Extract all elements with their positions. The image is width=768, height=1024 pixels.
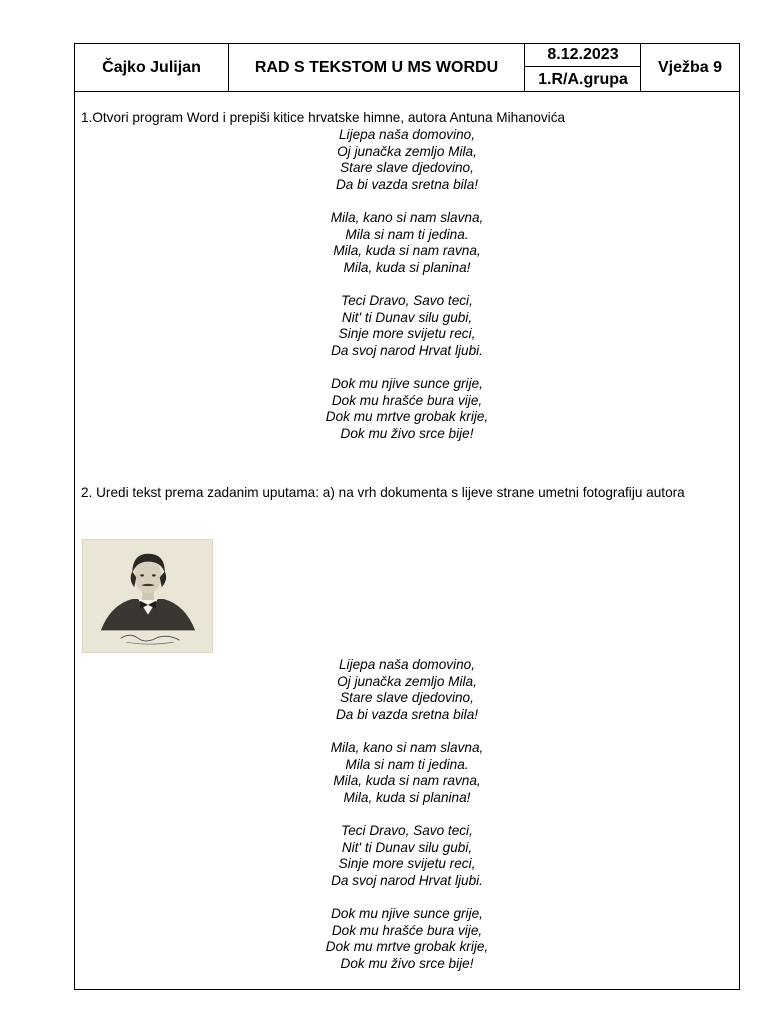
date-label: 8.12.2023 <box>525 44 641 67</box>
poem-line: Da svoj narod Hrvat ljubi. <box>331 872 483 888</box>
poem-line: Dok mu mrtve grobak krije, <box>325 939 489 955</box>
poem-line: Nit' ti Dunav silu gubi, <box>341 839 473 855</box>
poem-line: Da svoj narod Hrvat ljubi. <box>331 342 483 358</box>
poem-line: Da bi vazda sretna bila! <box>335 706 479 722</box>
poem-line: Sinje more svijetu reci, <box>338 856 476 872</box>
poem-line: Mila, kuda si nam ravna, <box>333 243 481 259</box>
stanza <box>81 657 733 723</box>
anthem-poem-1 <box>81 127 733 442</box>
poem-line: Dok mu njive sunce grije, <box>331 905 483 921</box>
stanza <box>81 740 733 806</box>
poem-line: Teci Dravo, Savo teci, <box>341 292 473 308</box>
task-1-instruction: 1.Otvori program Word i prepiši kitice hrvatske himne, autora Antuna Mihanovića <box>81 110 566 125</box>
poem-line: Sinje more svijetu reci, <box>338 326 476 342</box>
stanza <box>81 823 733 889</box>
exercise-label: Vježba 9 <box>657 58 723 76</box>
task-2-instruction: 2. Uredi tekst prema zadanim uputama: a) na vrh dokumenta s lijeve strane umetni fotografiju autora <box>81 485 685 500</box>
stanza <box>81 376 733 442</box>
poem-line: Lijepa naša domovino, <box>338 127 476 142</box>
stanza <box>81 293 733 359</box>
poem-line: Mila si nam ti jedina. <box>345 756 469 772</box>
poem-line: Mila, kuda si nam ravna, <box>333 773 481 789</box>
stanza <box>81 127 733 193</box>
poem-line: Mila, kuda si planina! <box>343 789 471 805</box>
poem-line: Mila, kano si nam slavna, <box>330 739 484 755</box>
student-name: Čajko Julijan <box>75 44 229 91</box>
poem-line: Da bi vazda sretna bila! <box>335 176 479 192</box>
poem-line: Stare slave djedovino, <box>340 690 474 706</box>
poem-line: Dok mu mrtve grobak krije, <box>325 409 489 425</box>
portrait-icon <box>83 540 212 652</box>
poem-line: Lijepa naša domovino, <box>338 657 476 672</box>
stanza <box>81 906 733 972</box>
poem-line: Dok mu hrašće bura vije, <box>331 922 483 938</box>
poem-line: Stare slave djedovino, <box>340 160 474 176</box>
poem-line: Mila si nam ti jedina. <box>345 226 469 242</box>
document-content <box>81 110 733 971</box>
poem-line: Dok mu njive sunce grije, <box>331 375 483 391</box>
header-table <box>75 44 739 92</box>
poem-line: Dok mu živo srce bije! <box>340 425 474 441</box>
poem-line: Nit' ti Dunav silu gubi, <box>341 309 473 325</box>
poem-line: Dok mu živo srce bije! <box>340 955 474 971</box>
poem-line: Oj junačka zemljo Mila, <box>337 673 477 689</box>
author-portrait-image[interactable] <box>82 539 213 653</box>
poem-line: Mila, kuda si planina! <box>343 259 471 275</box>
group-label: 1.R/A.grupa <box>538 70 628 88</box>
poem-line: Mila, kano si nam slavna, <box>330 209 484 225</box>
anthem-poem-2 <box>81 657 733 972</box>
document-frame <box>74 43 740 990</box>
stanza <box>81 210 733 276</box>
poem-line: Oj junačka zemljo Mila, <box>337 143 477 159</box>
poem-line: Dok mu hrašće bura vije, <box>331 392 483 408</box>
meta-cell <box>525 44 641 91</box>
poem-line: Teci Dravo, Savo teci, <box>341 822 473 838</box>
document-title: RAD S TEKSTOM U MS WORDU <box>229 44 525 91</box>
